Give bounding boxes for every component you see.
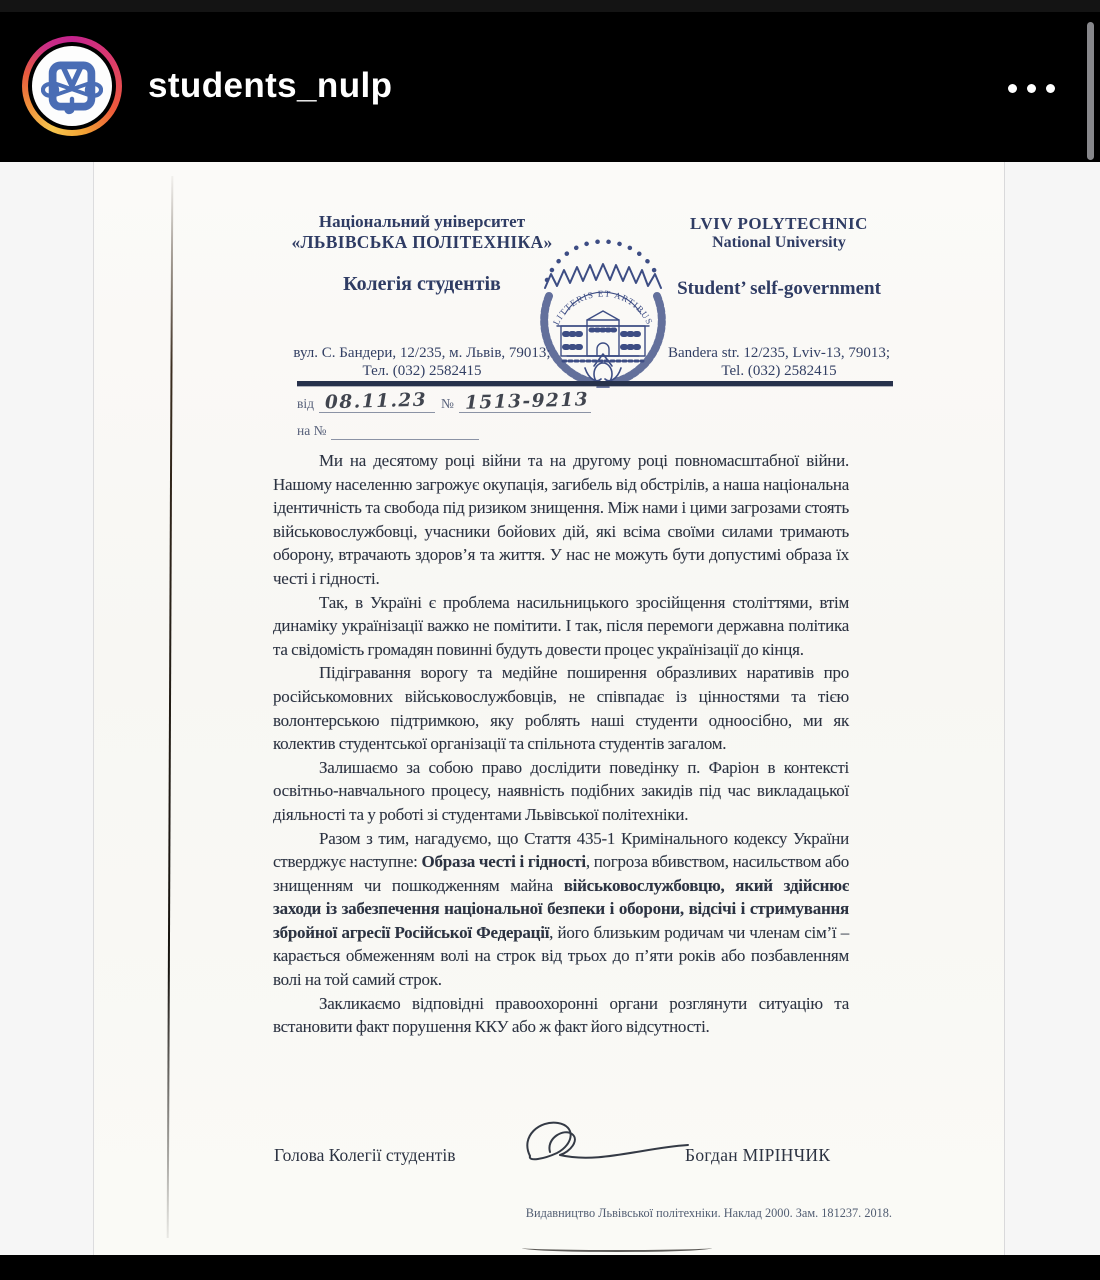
handwritten-date: 08.11.23 xyxy=(324,389,428,414)
avatar[interactable] xyxy=(22,36,122,136)
address-en-line2: Tel. (032) 2582415 xyxy=(721,363,837,379)
scan-artifact-line xyxy=(522,1244,712,1252)
document-scan xyxy=(93,162,1005,1255)
reply-blank xyxy=(331,439,479,440)
letter-paragraph: Так, в Україні є проблема насильницького зросійщення століттями, втім динаміку українізації важко не помітити. І так, після перемоги державна політика та свідомість громадян повинні будуть довести процес українізації до кінця. xyxy=(273,592,849,659)
reply-label: на № xyxy=(297,423,327,438)
handwritten-number: 1513-9213 xyxy=(464,389,590,414)
emblem-motto: LITTERIS ET ARTIBUS xyxy=(550,288,656,327)
org-name-uk: Колегія студентів xyxy=(343,273,501,295)
signer-name: Богдан МІРІНЧИК xyxy=(685,1145,831,1165)
address-uk-line2: Тел. (032) 2582415 xyxy=(362,363,482,379)
address-en xyxy=(589,344,969,380)
university-name-uk-2: «ЛЬВІВСЬКА ПОЛІТЕХНІКА» xyxy=(291,232,553,252)
page-edge-shadow xyxy=(167,176,174,1238)
reference-reply-row xyxy=(297,423,597,440)
username[interactable]: students_nulp xyxy=(148,66,393,105)
address-en-line1: Bandera str. 12/235, Lviv-13, 79013; xyxy=(667,345,891,361)
imprint-line: Видавництво Львівської політехніки. Наклад 2000. Зам. 181237. 2018. xyxy=(525,1206,892,1220)
signer-role: Голова Колегії студентів xyxy=(274,1145,456,1165)
signature-icon xyxy=(514,1114,692,1172)
more-options-button[interactable] xyxy=(1004,80,1059,97)
university-name-uk: Національний університет xyxy=(318,212,526,231)
from-label: від xyxy=(297,396,314,411)
letterhead-en xyxy=(589,214,969,300)
letterhead-divider xyxy=(297,381,893,386)
number-label: № xyxy=(441,396,454,411)
org-name-en: Student’ self-government xyxy=(677,278,881,299)
post-content xyxy=(0,162,1100,1255)
scrollbar-thumb[interactable] xyxy=(1087,22,1094,160)
letter-paragraph: Підігравання ворогу та медійне поширення образливих наративів про російськомовних військовослужбовців, не співпадає із цінностями та тією волонтерською підтримкою, яку роблять наші студенти одноосібно, ми як колектив студентської організації та спільнота студентів загалом. xyxy=(273,663,849,754)
avatar-ring-gap xyxy=(28,42,116,130)
dot-icon xyxy=(1046,84,1055,93)
university-name-en-2: National University xyxy=(712,234,846,251)
letter-paragraph: Закликаємо відповідні правоохоронні органи розглянути ситуацію та встановити факт порушення ККУ або ж факт його відсутності. xyxy=(273,993,849,1037)
date-blank xyxy=(319,389,435,414)
profile-logo-icon xyxy=(41,55,103,117)
letter-paragraph: Разом з тим, нагадуємо, що Стаття 435-1 Кримінального кодексу України стверджує наступне: Образа честі і гідності, погроза вбивством, насильством або знищенням чи пошкодженням майна військовослужбовцю, який здійснює заходи із забезпечення національної безпеки і оборони, відсічі і стримування збройної агресії Російської Федерації, його близьким родичам чи членам сім’ї – карається обмеженням волі на строк від трьох до п’яти років або позбавленням волі на той самий строк. xyxy=(273,828,850,990)
number-blank xyxy=(459,389,591,414)
university-name-en: LVIV POLYTECHNIC xyxy=(690,214,868,233)
post-header xyxy=(0,0,1100,162)
bottom-bar xyxy=(0,1255,1100,1280)
dot-icon xyxy=(1027,84,1036,93)
letter-body xyxy=(273,449,849,1039)
avatar-photo xyxy=(32,46,112,126)
letter-paragraph: Ми на десятому році війни та на другому році повномасштабної війни. Нашому населенню загрожує окупація, загибель від обстрілів, а наша національна ідентичність та свобода під ризиком знищення. Між нами і цими загрозами стоять військовослужбовці, учасники бойових дій, які всіма своїми силами тримають оборону, втрачають здоров’я та життя. У нас не можуть бути допустимі образа їх честі і гідності. xyxy=(273,451,849,588)
letter-paragraph: Залишаємо за собою право дослідити поведінку п. Фаріон в контексті освітньо-навчального процесу, наявність подібних закидів під час викладацької діяльності та у роботі зі студентами Львівської політехніки. xyxy=(273,757,849,824)
reference-date-row xyxy=(297,389,597,414)
reference-block xyxy=(297,389,597,440)
address-uk-line1: вул. С. Бандери, 12/235, м. Львів, 79013; xyxy=(293,345,551,361)
dot-icon xyxy=(1008,84,1017,93)
